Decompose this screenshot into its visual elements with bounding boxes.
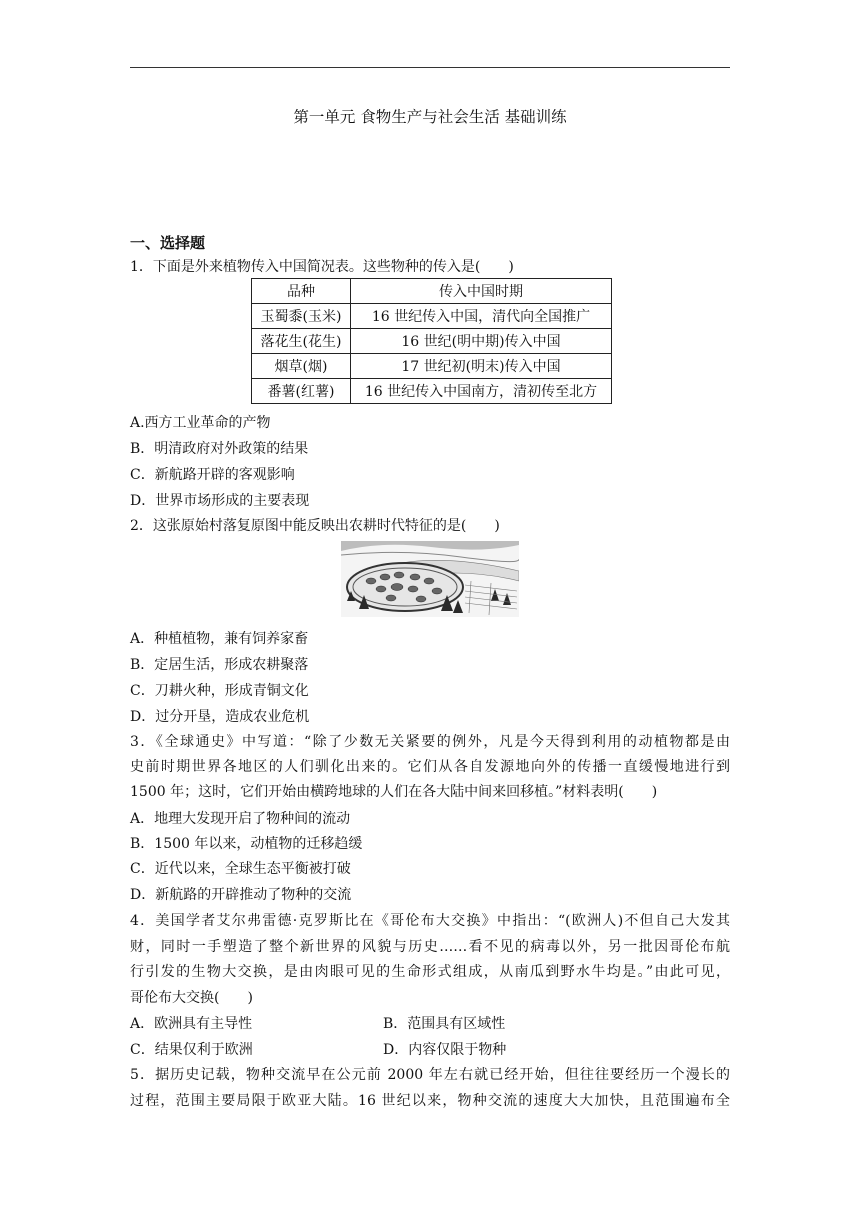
q2-option-b: B．定居生活，形成农耕聚落 bbox=[130, 657, 309, 673]
q1-option-b: B．明清政府对外政策的结果 bbox=[130, 441, 309, 457]
q1-option-d: D．世界市场形成的主要表现 bbox=[130, 493, 310, 509]
q5-line-2: 过程，范围主要局限于欧亚大陆。16 世纪以来，物种交流的速度大大加快，且范围遍布全 bbox=[130, 1093, 730, 1109]
table-cell: 17 世纪初(明末)传入中国 bbox=[351, 354, 612, 379]
table-cell: 16 世纪(明中期)传入中国 bbox=[351, 329, 612, 354]
q3-option-a: A．地理大发现开启了物种间的流动 bbox=[130, 811, 351, 827]
table-header-row bbox=[252, 279, 612, 304]
q1-option-a: A.西方工业革命的产物 bbox=[130, 415, 271, 431]
village-reconstruction-image bbox=[341, 541, 519, 617]
q1-stem: 1．下面是外来植物传入中国简况表。这些物种的传入是( ) bbox=[130, 259, 514, 275]
q4-line-1: 4．美国学者艾尔弗雷德·克罗斯比在《哥伦布大交换》中指出：“(欧洲人)不但自己大发其 bbox=[130, 913, 730, 929]
table-header-cell: 传入中国时期 bbox=[351, 279, 612, 304]
table-cell: 16 世纪传入中国南方，清初传至北方 bbox=[351, 379, 612, 404]
q2-option-d: D．过分开垦，造成农业危机 bbox=[130, 709, 310, 725]
table-row bbox=[252, 354, 612, 379]
table-cell: 烟草(烟) bbox=[252, 354, 351, 379]
q4-line-3: 行引发的生物大交换，是由肉眼可见的生命形式组成，从南瓜到野水牛均是。”由此可见， bbox=[130, 964, 730, 980]
table-cell: 落花生(花生) bbox=[252, 329, 351, 354]
q3-line-1: 3．《全球通史》中写道：“除了少数无关紧要的例外，凡是今天得到利用的动植物都是由 bbox=[130, 734, 730, 750]
table-row bbox=[252, 379, 612, 404]
q4-line-4: 哥伦布大交换( ) bbox=[130, 990, 253, 1006]
q2-stem: 2．这张原始村落复原图中能反映出农耕时代特征的是( ) bbox=[130, 518, 500, 534]
table-cell: 番薯(红薯) bbox=[252, 379, 351, 404]
table-cell: 玉蜀黍(玉米) bbox=[252, 304, 351, 329]
q3-line-3: 1500 年；这时，它们开始由横跨地球的人们在各大陆中间来回移植。”材料表明( ) bbox=[130, 784, 658, 800]
q4-option-d: D．内容仅限于物种 bbox=[383, 1042, 507, 1058]
q2-option-c: C．刀耕火种，形成青铜文化 bbox=[130, 683, 309, 699]
q3-option-c: C．近代以来，全球生态平衡被打破 bbox=[130, 861, 351, 877]
table-cell: 16 世纪传入中国，清代向全国推广 bbox=[351, 304, 612, 329]
q3-line-2: 史前时期世界各地区的人们驯化出来的。它们从各自发源地向外的传播一直缓慢地进行到 bbox=[130, 759, 730, 775]
q2-option-a: A．种植植物，兼有饲养家畜 bbox=[130, 631, 309, 647]
table-row bbox=[252, 304, 612, 329]
q4-line-2: 财，同时一手塑造了整个新世界的风貌与历史……看不见的病毒以外，另一批因哥伦布航 bbox=[130, 939, 730, 955]
q3-option-b: B．1500 年以来，动植物的迁移趋缓 bbox=[130, 836, 363, 852]
table-row bbox=[252, 329, 612, 354]
header-rule bbox=[130, 67, 730, 68]
section-heading: 一、选择题 bbox=[130, 234, 206, 252]
q4-option-b: B．范围具有区域性 bbox=[383, 1016, 506, 1032]
q5-line-1: 5．据历史记载，物种交流早在公元前 2000 年左右就已经开始，但往往要经历一个漫长的 bbox=[130, 1067, 730, 1083]
table-header-cell: 品种 bbox=[252, 279, 351, 304]
q4-option-c: C．结果仅利于欧洲 bbox=[130, 1042, 253, 1058]
q3-option-d: D．新航路的开辟推动了物种的交流 bbox=[130, 887, 352, 903]
q4-option-a: A．欧洲具有主导性 bbox=[130, 1016, 253, 1032]
plant-intro-table bbox=[251, 278, 612, 404]
q1-option-c: C．新航路开辟的客观影响 bbox=[130, 467, 295, 483]
page-title: 第一单元 食物生产与社会生活 基础训练 bbox=[293, 108, 567, 126]
